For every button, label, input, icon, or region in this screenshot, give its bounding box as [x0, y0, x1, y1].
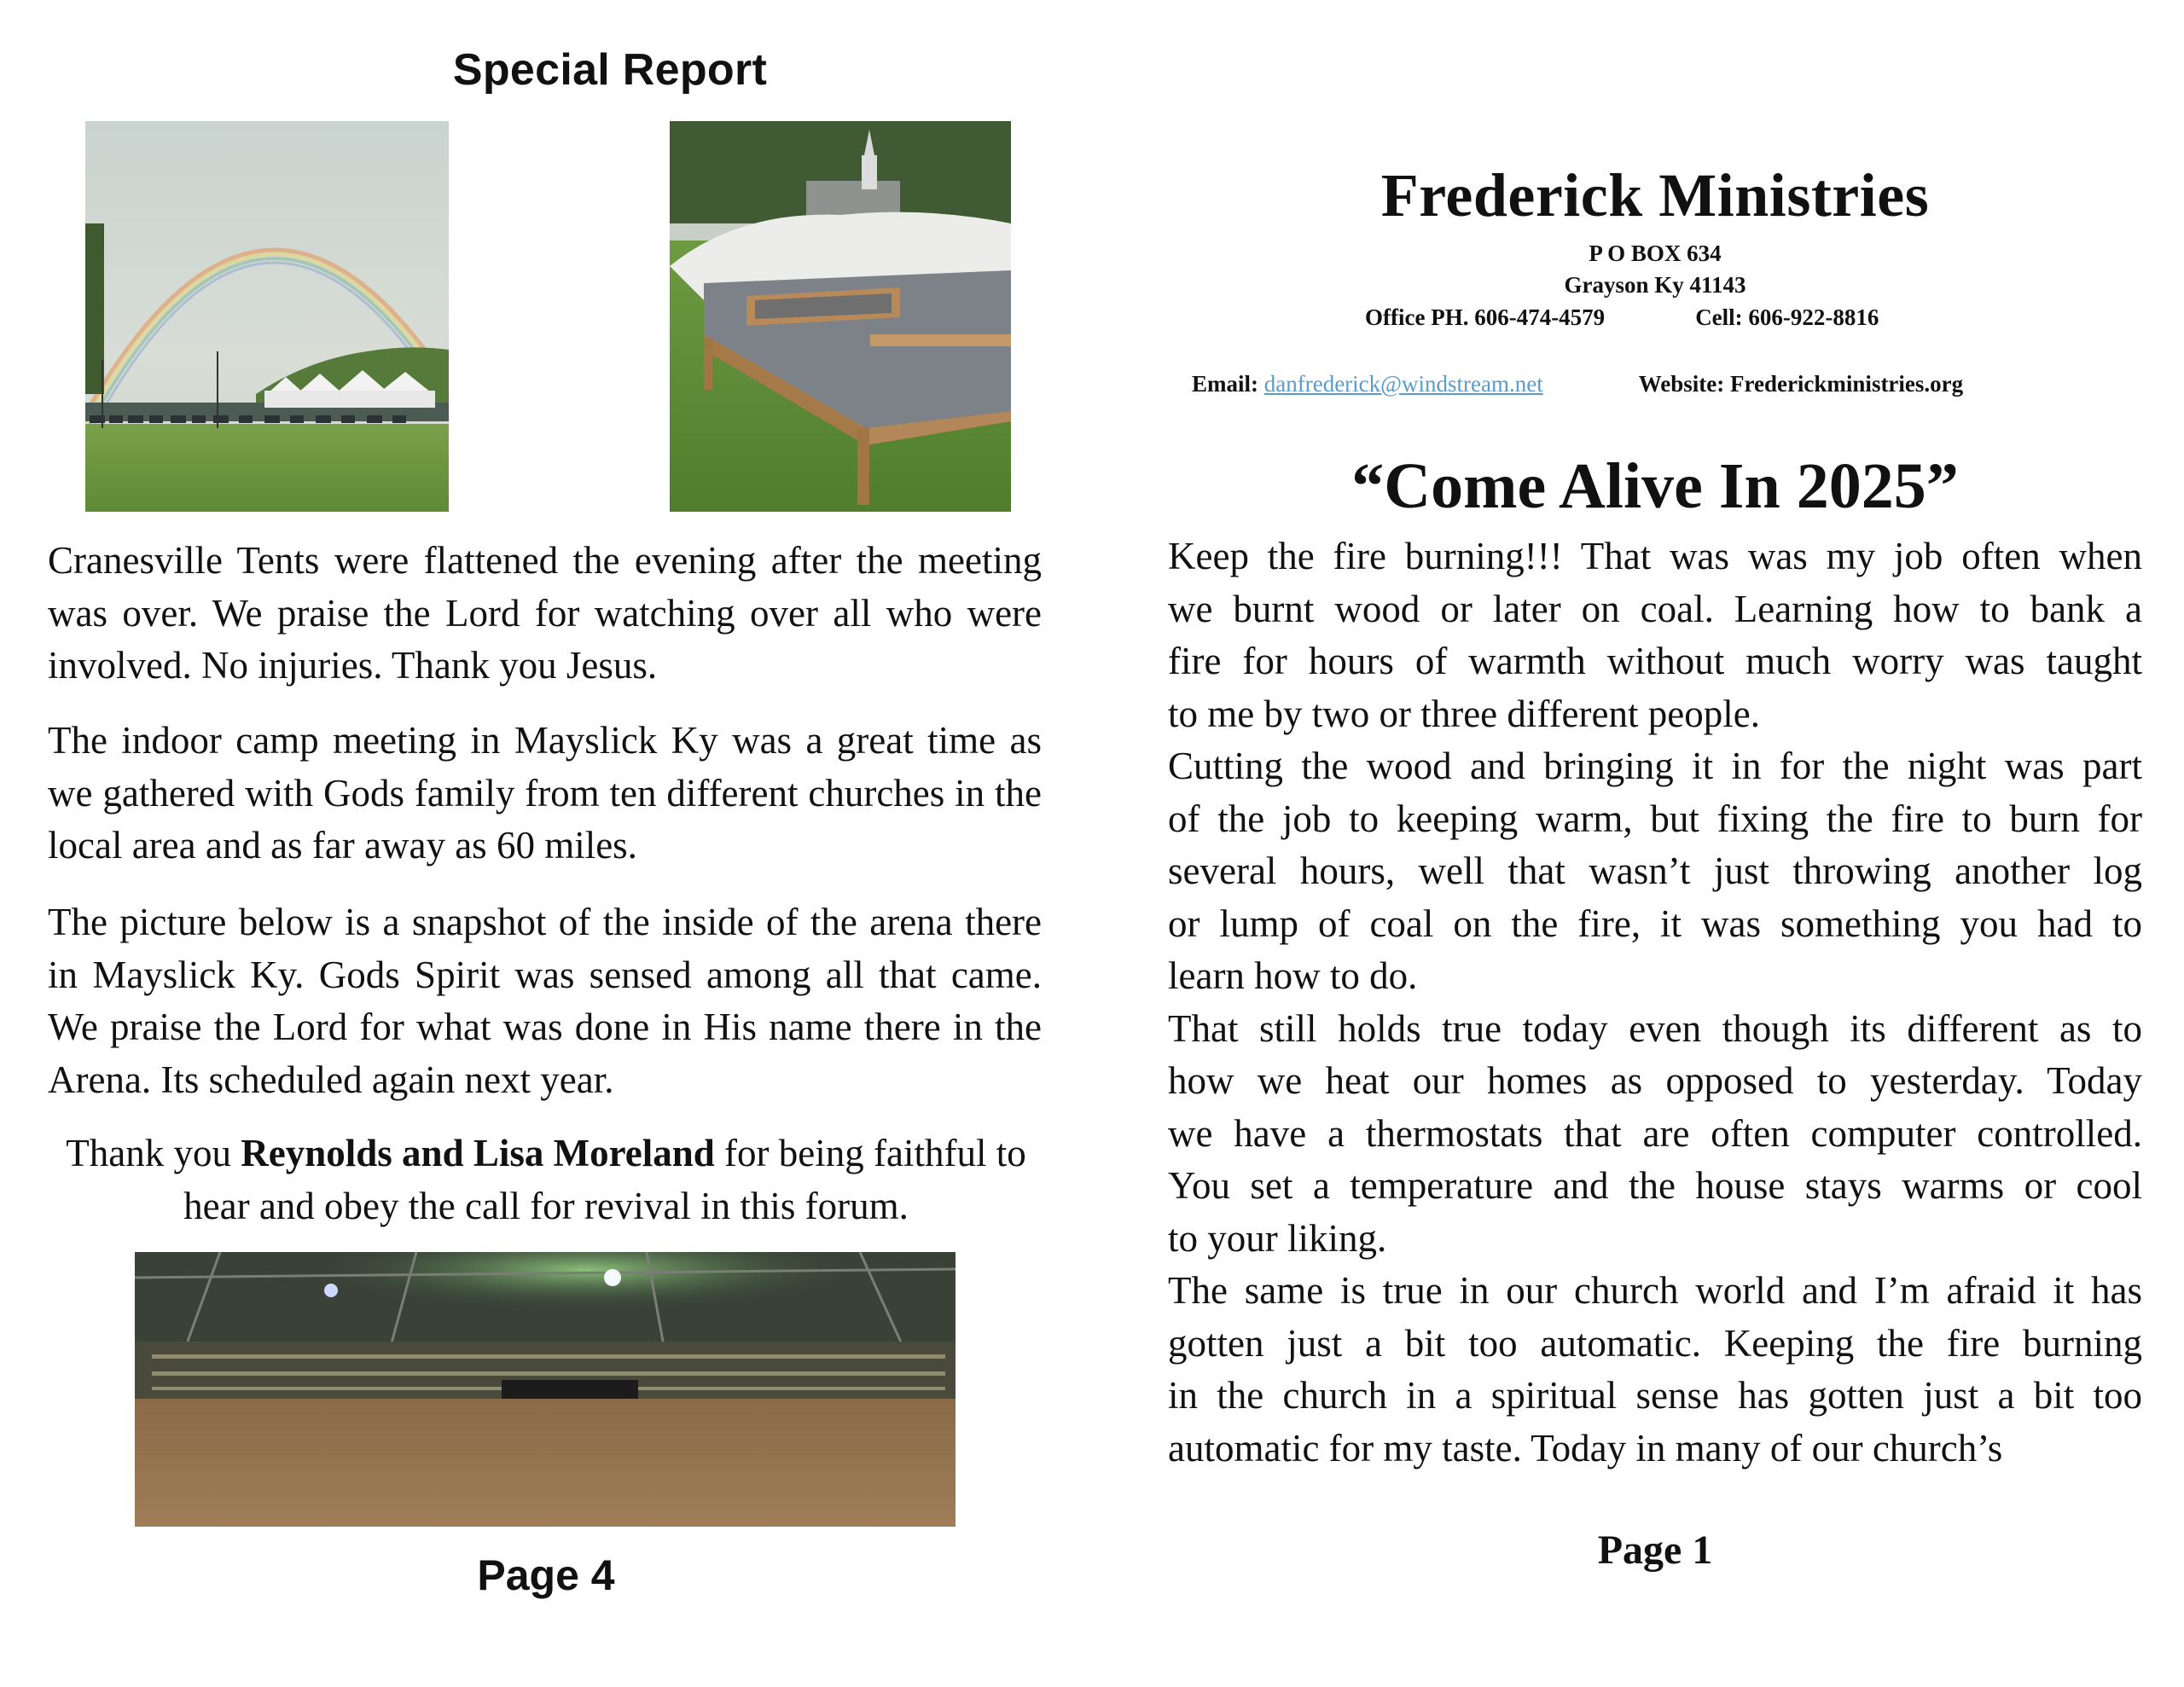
email-label: Email: [1192, 371, 1264, 397]
article-line: That still holds true today even though its different as to [1168, 1006, 2142, 1050]
address-po-box: P O BOX 634 [1589, 241, 1722, 266]
article-line: or lump of coal on the fire, it was something you had to [1168, 901, 2142, 945]
article-line: to me by two or three different people. [1168, 692, 1760, 735]
article-line: of the job to keeping warm, but fixing the fire to burn for [1168, 797, 2142, 840]
article-line: we have a thermostats that are often computer controlled. [1168, 1111, 2142, 1155]
article-line: fire for hours of warmth without much worry was taught [1168, 640, 2142, 682]
thanks-prefix: Thank you [66, 1132, 241, 1174]
paragraph-indoor-camp: The indoor camp meeting in Mayslick Ky was a great time as we gathered with Gods family from ten different churches in the local area and as far away as 60 miles. [48, 719, 1042, 867]
article-line: automatic for my taste. Today in many of our church’s [1168, 1426, 2003, 1470]
article-body [1168, 530, 2142, 1475]
article-line: gotten just a bit too automatic. Keeping the fire burning [1168, 1321, 2142, 1365]
rainbow-tents-photo [85, 121, 449, 512]
ministry-name: Frederick Ministries [1380, 161, 1930, 229]
article-line: You set a temperature and the house stays warms or cool [1168, 1164, 2142, 1207]
contact-line [1192, 371, 2181, 397]
thanks-names: Reynolds and Lisa Moreland [241, 1132, 715, 1174]
paragraph-arena: The picture below is a snapshot of the inside of the arena there in Mayslick Ky. Gods Spirit was sensed among all that came. We praise the Lord for what was done in His name there in the Arena. Its scheduled again next year. [48, 901, 1042, 1101]
page-number-right: Page 1 [1597, 1528, 1713, 1573]
email-link[interactable]: danfrederick@windstream.net [1263, 371, 1543, 397]
phone-line [1365, 304, 1962, 331]
paragraph-tents: Cranesville Tents were flattened the evening after the meeting was over. We praise the Lord for watching over all who were involved. No injuries. Thank you Jesus. [48, 539, 1042, 687]
article-line: in the church in a spiritual sense has gotten just a bit too [1168, 1374, 2142, 1417]
article-line: how we heat our homes as opposed to yesterday. Today [1168, 1059, 2142, 1102]
article-line: Keep the fire burning!!! That was was my job often when [1168, 535, 2142, 577]
office-phone: Office PH. 606-474-4579 [1365, 304, 1606, 330]
flattened-tent-photo [670, 121, 1011, 512]
article-line: to your liking. [1168, 1216, 1387, 1260]
article-line: The same is true in our church world and I’m afraid it has [1168, 1269, 2142, 1312]
arena-photo [135, 1252, 956, 1527]
article-line: we burnt wood or later on coal. Learning how to bank a [1168, 587, 2142, 630]
headline: “Come Alive In 2025” [1351, 450, 1959, 522]
article-line: Cutting the wood and bringing it in for the night was part [1168, 745, 2142, 787]
website-text: Website: Frederickministries.org [1638, 371, 1964, 397]
special-report-title: Special Report [452, 45, 768, 95]
cell-phone: Cell: 606-922-8816 [1695, 304, 1879, 330]
thanks-suffix: for being faithful to hear and obey the call for revival in this forum. [183, 1132, 1026, 1227]
thanks-paragraph [34, 1128, 1058, 1232]
article-line: several hours, well that wasn’t just throwing another log [1168, 849, 2142, 892]
article-line: learn how to do. [1168, 954, 1418, 997]
page-number-left: Page 4 [477, 1551, 615, 1599]
address-city: Grayson Ky 41143 [1564, 272, 1746, 298]
